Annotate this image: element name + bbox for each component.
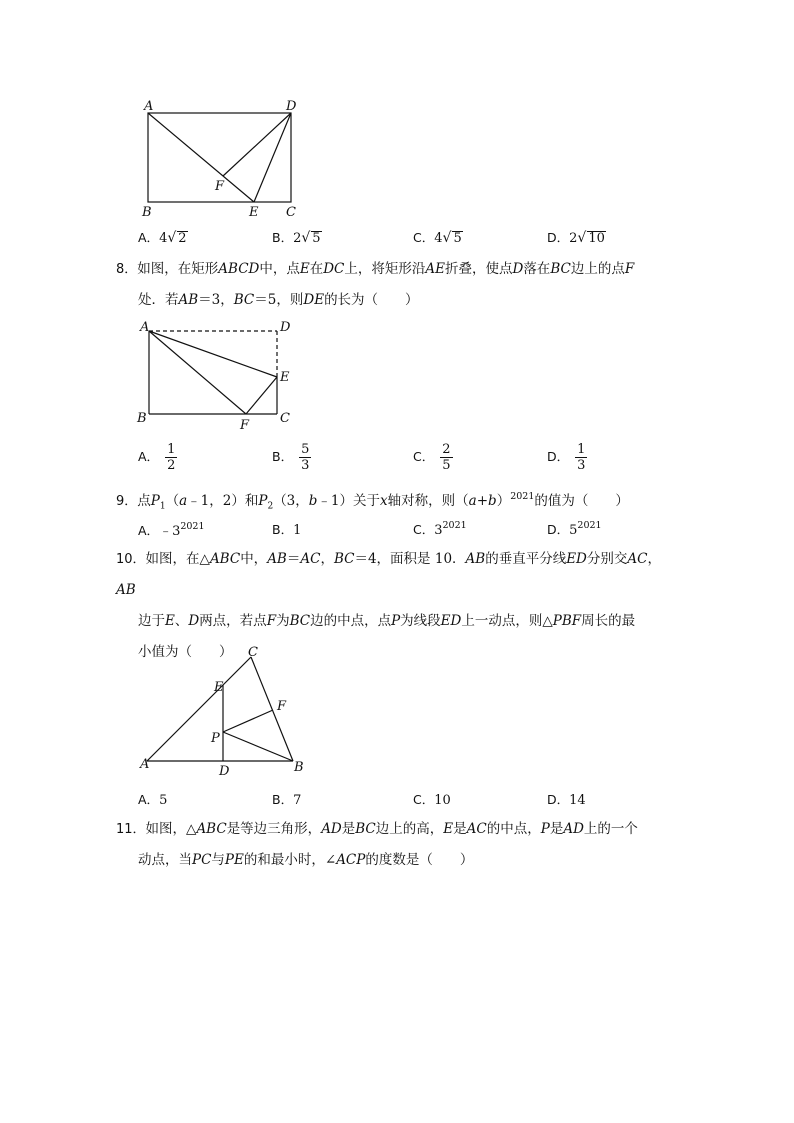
q7-label-e: E <box>249 205 259 220</box>
math-var: P <box>150 493 160 509</box>
q10-option-d[interactable] <box>547 790 586 808</box>
q7-option-d[interactable] <box>547 228 606 246</box>
stem-text: 与 <box>211 852 225 868</box>
q10-line-ac <box>147 657 251 761</box>
stem-text: 的垂直平分线 <box>485 551 567 567</box>
option-letter: C． <box>413 792 435 807</box>
math-var: ACP <box>336 852 366 868</box>
stem-text: 是 <box>549 821 564 837</box>
stem-text: ﹣1）关于 <box>317 493 381 509</box>
math-var: AD <box>563 821 584 837</box>
numerator: 2 <box>442 442 451 457</box>
q10-label-d: D <box>219 764 230 779</box>
q7-option-a[interactable] <box>138 228 188 246</box>
stem-text: 是 <box>453 821 467 837</box>
q11-stem <box>116 814 676 876</box>
q10-figure <box>130 636 320 781</box>
question-number: 10． <box>116 552 146 567</box>
math-var: F <box>266 613 277 629</box>
q10-label-e: E <box>214 680 224 695</box>
exponent: 2021 <box>180 521 205 532</box>
stem-text: 边于 <box>138 613 165 629</box>
q8-label-e: E <box>280 370 290 385</box>
q9-option-d[interactable] <box>547 520 602 538</box>
q7-line-ae <box>148 113 254 202</box>
stem-text: 的度数是（ ） <box>365 852 474 868</box>
math-var: ED <box>440 613 462 629</box>
stem-text: ＝ <box>286 551 301 567</box>
math-var: AE <box>425 261 445 277</box>
option-coefficient: 4 <box>159 231 168 246</box>
math-var: P <box>258 493 268 509</box>
math-var: DC <box>323 261 345 277</box>
fraction <box>165 442 177 473</box>
math-var: AC <box>627 551 648 567</box>
option-letter: B． <box>272 792 294 807</box>
math-var: b <box>488 493 497 509</box>
q8-label-a: A <box>140 320 150 335</box>
q10-stem-line3: 小值为（ ） <box>138 644 233 660</box>
option-letter: A． <box>138 523 160 538</box>
stem-text: ， <box>320 551 334 567</box>
stem-text: 的值为（ ） <box>534 493 629 509</box>
q8-stem-line2 <box>116 285 676 316</box>
q10-option-c[interactable] <box>413 790 451 808</box>
stem-text: 上，将矩形沿 <box>344 261 426 277</box>
q8-line-ae <box>149 331 277 377</box>
stem-text: ， <box>647 551 661 567</box>
q7-label-f: F <box>215 179 225 194</box>
q7-line-de <box>254 113 291 202</box>
option-letter: C． <box>413 230 435 245</box>
question-number: 9． <box>116 494 138 509</box>
option-letter: D． <box>547 230 570 245</box>
math-var: PC <box>192 852 212 868</box>
stem-text: 折叠，使点 <box>444 261 513 277</box>
stem-text: 动点，当 <box>138 852 192 868</box>
stem-text: 轴对称，则（ <box>387 493 469 509</box>
q9-option-c[interactable] <box>413 520 467 538</box>
radical-sign: √ <box>577 230 587 246</box>
option-text: 5 <box>569 523 578 538</box>
q10-label-a: A <box>140 757 150 772</box>
q10-figure-svg <box>130 636 320 781</box>
q10-label-c: C <box>248 645 258 660</box>
q10-line-pf <box>223 710 273 732</box>
q10-line-cb <box>251 657 293 761</box>
math-var: AB <box>116 582 136 598</box>
q7-option-b[interactable] <box>272 228 322 246</box>
option-text: ﹣3 <box>159 524 181 539</box>
q7-figure <box>130 92 310 222</box>
option-letter: A． <box>138 230 160 245</box>
q10-label-p: P <box>211 731 220 746</box>
math-var: AD <box>321 821 342 837</box>
option-letter: D． <box>547 449 570 464</box>
fraction <box>440 442 452 473</box>
option-letter: A． <box>138 792 160 807</box>
option-text: 10 <box>434 793 451 808</box>
radical-sign: √ <box>442 230 452 246</box>
q7-option-c[interactable] <box>413 228 463 246</box>
option-letter: A． <box>138 449 160 464</box>
subscript: 2 <box>267 501 274 512</box>
stem-text: 是 <box>341 821 356 837</box>
q8-figure <box>130 316 310 436</box>
math-var: BC <box>233 292 255 308</box>
math-var: P <box>391 613 401 629</box>
stem-text: ＝3， <box>198 292 234 308</box>
stem-text: 落在 <box>523 261 551 277</box>
q10-option-a[interactable] <box>138 790 167 808</box>
q8-option-a[interactable] <box>138 442 177 473</box>
denominator: 3 <box>301 458 310 473</box>
option-coefficient: 2 <box>569 231 578 246</box>
stem-text: 的中点， <box>486 821 541 837</box>
stem-text: 如图，在△ <box>145 551 210 567</box>
option-text: 7 <box>293 793 302 808</box>
q7-figure-svg <box>130 92 310 222</box>
math-var: E <box>165 613 175 629</box>
stem-text: 如图，在矩形 <box>137 261 219 277</box>
stem-text: 边上的点 <box>570 261 625 277</box>
stem-text: （3， <box>273 493 309 509</box>
q8-label-b: B <box>137 411 147 426</box>
math-var: E <box>443 821 454 837</box>
numerator: 1 <box>577 442 586 457</box>
option-radicand: 5 <box>453 231 462 246</box>
fraction <box>299 442 311 473</box>
option-text: 14 <box>569 793 586 808</box>
math-var: ABC <box>209 551 241 567</box>
math-var: AB <box>267 551 287 567</box>
math-var: BC <box>333 551 355 567</box>
math-var: DE <box>303 292 325 308</box>
q10-option-b[interactable] <box>272 790 301 808</box>
q8-label-c: C <box>280 411 290 426</box>
q10-label-b: B <box>294 760 304 775</box>
q8-option-c[interactable] <box>413 442 453 473</box>
stem-text: ＝4，面积是 10． <box>354 551 466 567</box>
subscript: 1 <box>159 501 166 512</box>
stem-text: 为线段 <box>400 613 441 629</box>
stem-text: ﹣1，2）和 <box>187 493 259 509</box>
math-var: ABCD <box>218 261 260 277</box>
option-letter: D． <box>547 792 570 807</box>
q7-label-a: A <box>144 99 154 114</box>
q7-label-d: D <box>286 99 297 114</box>
q8-figure-svg <box>130 316 310 436</box>
stem-text: 周长的最 <box>581 613 636 629</box>
stem-text: 中，点 <box>259 261 300 277</box>
option-radicand: 2 <box>178 231 187 246</box>
math-var: AC <box>466 821 487 837</box>
exponent: 2021 <box>577 520 602 531</box>
math-var: F <box>624 261 635 277</box>
math-var: E <box>299 261 310 277</box>
math-var: PE <box>224 852 244 868</box>
exponent: 2021 <box>510 491 535 502</box>
stem-text: 为 <box>276 613 290 629</box>
math-var: a <box>468 493 477 509</box>
q8-line-af <box>149 331 246 414</box>
q7-label-c: C <box>286 205 296 220</box>
option-letter: C． <box>413 449 435 464</box>
stem-text: 如图，△ <box>145 821 197 837</box>
math-var: x <box>380 493 388 509</box>
stem-text: 点 <box>137 493 151 509</box>
math-var: b <box>308 493 318 509</box>
question-number: 11． <box>116 822 146 837</box>
option-letter: B． <box>272 449 294 464</box>
numerator: 1 <box>167 442 176 457</box>
option-radicand: 5 <box>312 231 321 246</box>
q7-line-df <box>223 113 291 176</box>
option-letter: D． <box>547 522 570 537</box>
radical-sign: √ <box>301 230 311 246</box>
stem-text: 上的一个 <box>583 821 638 837</box>
stem-text: ＝5，则 <box>254 292 304 308</box>
math-var: P <box>540 821 550 837</box>
math-var: PBF <box>552 613 582 629</box>
option-text: 1 <box>293 523 302 538</box>
math-var: AB <box>465 551 486 567</box>
math-var: D <box>188 613 200 629</box>
stem-text: 、 <box>174 613 189 629</box>
q9-option-b[interactable] <box>272 520 301 538</box>
stem-text: 在 <box>309 261 324 277</box>
fraction <box>575 442 587 473</box>
q8-line-fe <box>246 377 277 414</box>
math-var: BC <box>289 613 311 629</box>
option-letter: C． <box>413 522 435 537</box>
stem-text: ） <box>496 493 511 509</box>
question-number: 8． <box>116 262 138 277</box>
q8-label-d: D <box>280 320 291 335</box>
q9-stem <box>116 481 676 523</box>
stem-text: + <box>476 493 489 509</box>
exponent: 2021 <box>442 520 467 531</box>
option-radicand: 10 <box>588 231 605 246</box>
stem-text: （ <box>165 493 180 509</box>
q8-stem <box>116 254 676 316</box>
math-var: D <box>512 261 524 277</box>
option-coefficient: 4 <box>434 231 443 246</box>
option-text: 5 <box>159 793 168 808</box>
option-text: 3 <box>434 523 443 538</box>
radical-sign: √ <box>167 230 177 246</box>
stem-text: 边的中点，点 <box>310 613 392 629</box>
stem-text: 两点，若点 <box>199 613 267 629</box>
q11-stem-line2 <box>116 845 676 876</box>
option-coefficient: 2 <box>293 231 302 246</box>
q8-option-d[interactable] <box>547 442 587 473</box>
denominator: 3 <box>577 458 586 473</box>
math-var: BC <box>550 261 571 277</box>
math-var: a <box>179 493 188 509</box>
q7-label-b: B <box>142 205 152 220</box>
math-var: BC <box>355 821 376 837</box>
q8-label-f: F <box>240 418 250 433</box>
stem-text: 分别交 <box>586 551 628 567</box>
stem-text: 上一动点，则△ <box>461 613 553 629</box>
stem-text: 的长为（ ） <box>324 292 419 308</box>
q9-option-a[interactable] <box>138 520 205 539</box>
stem-text: 的和最小时，∠ <box>243 852 337 868</box>
stem-text: 是等边三角形， <box>226 821 322 837</box>
numerator: 5 <box>301 442 310 457</box>
stem-text: 处．若 <box>138 292 179 308</box>
denominator: 2 <box>167 458 176 473</box>
q8-option-b[interactable] <box>272 442 311 473</box>
math-var: AB <box>178 292 199 308</box>
math-var: ED <box>566 551 587 567</box>
option-letter: B． <box>272 522 294 537</box>
q10-label-f: F <box>277 699 287 714</box>
q10-stem-line2 <box>116 606 676 637</box>
option-letter: B． <box>272 230 294 245</box>
math-var: ABC <box>196 821 227 837</box>
math-var: AC <box>300 551 321 567</box>
stem-text: 边上的高， <box>375 821 444 837</box>
denominator: 5 <box>442 458 451 473</box>
stem-text: 中， <box>240 551 268 567</box>
